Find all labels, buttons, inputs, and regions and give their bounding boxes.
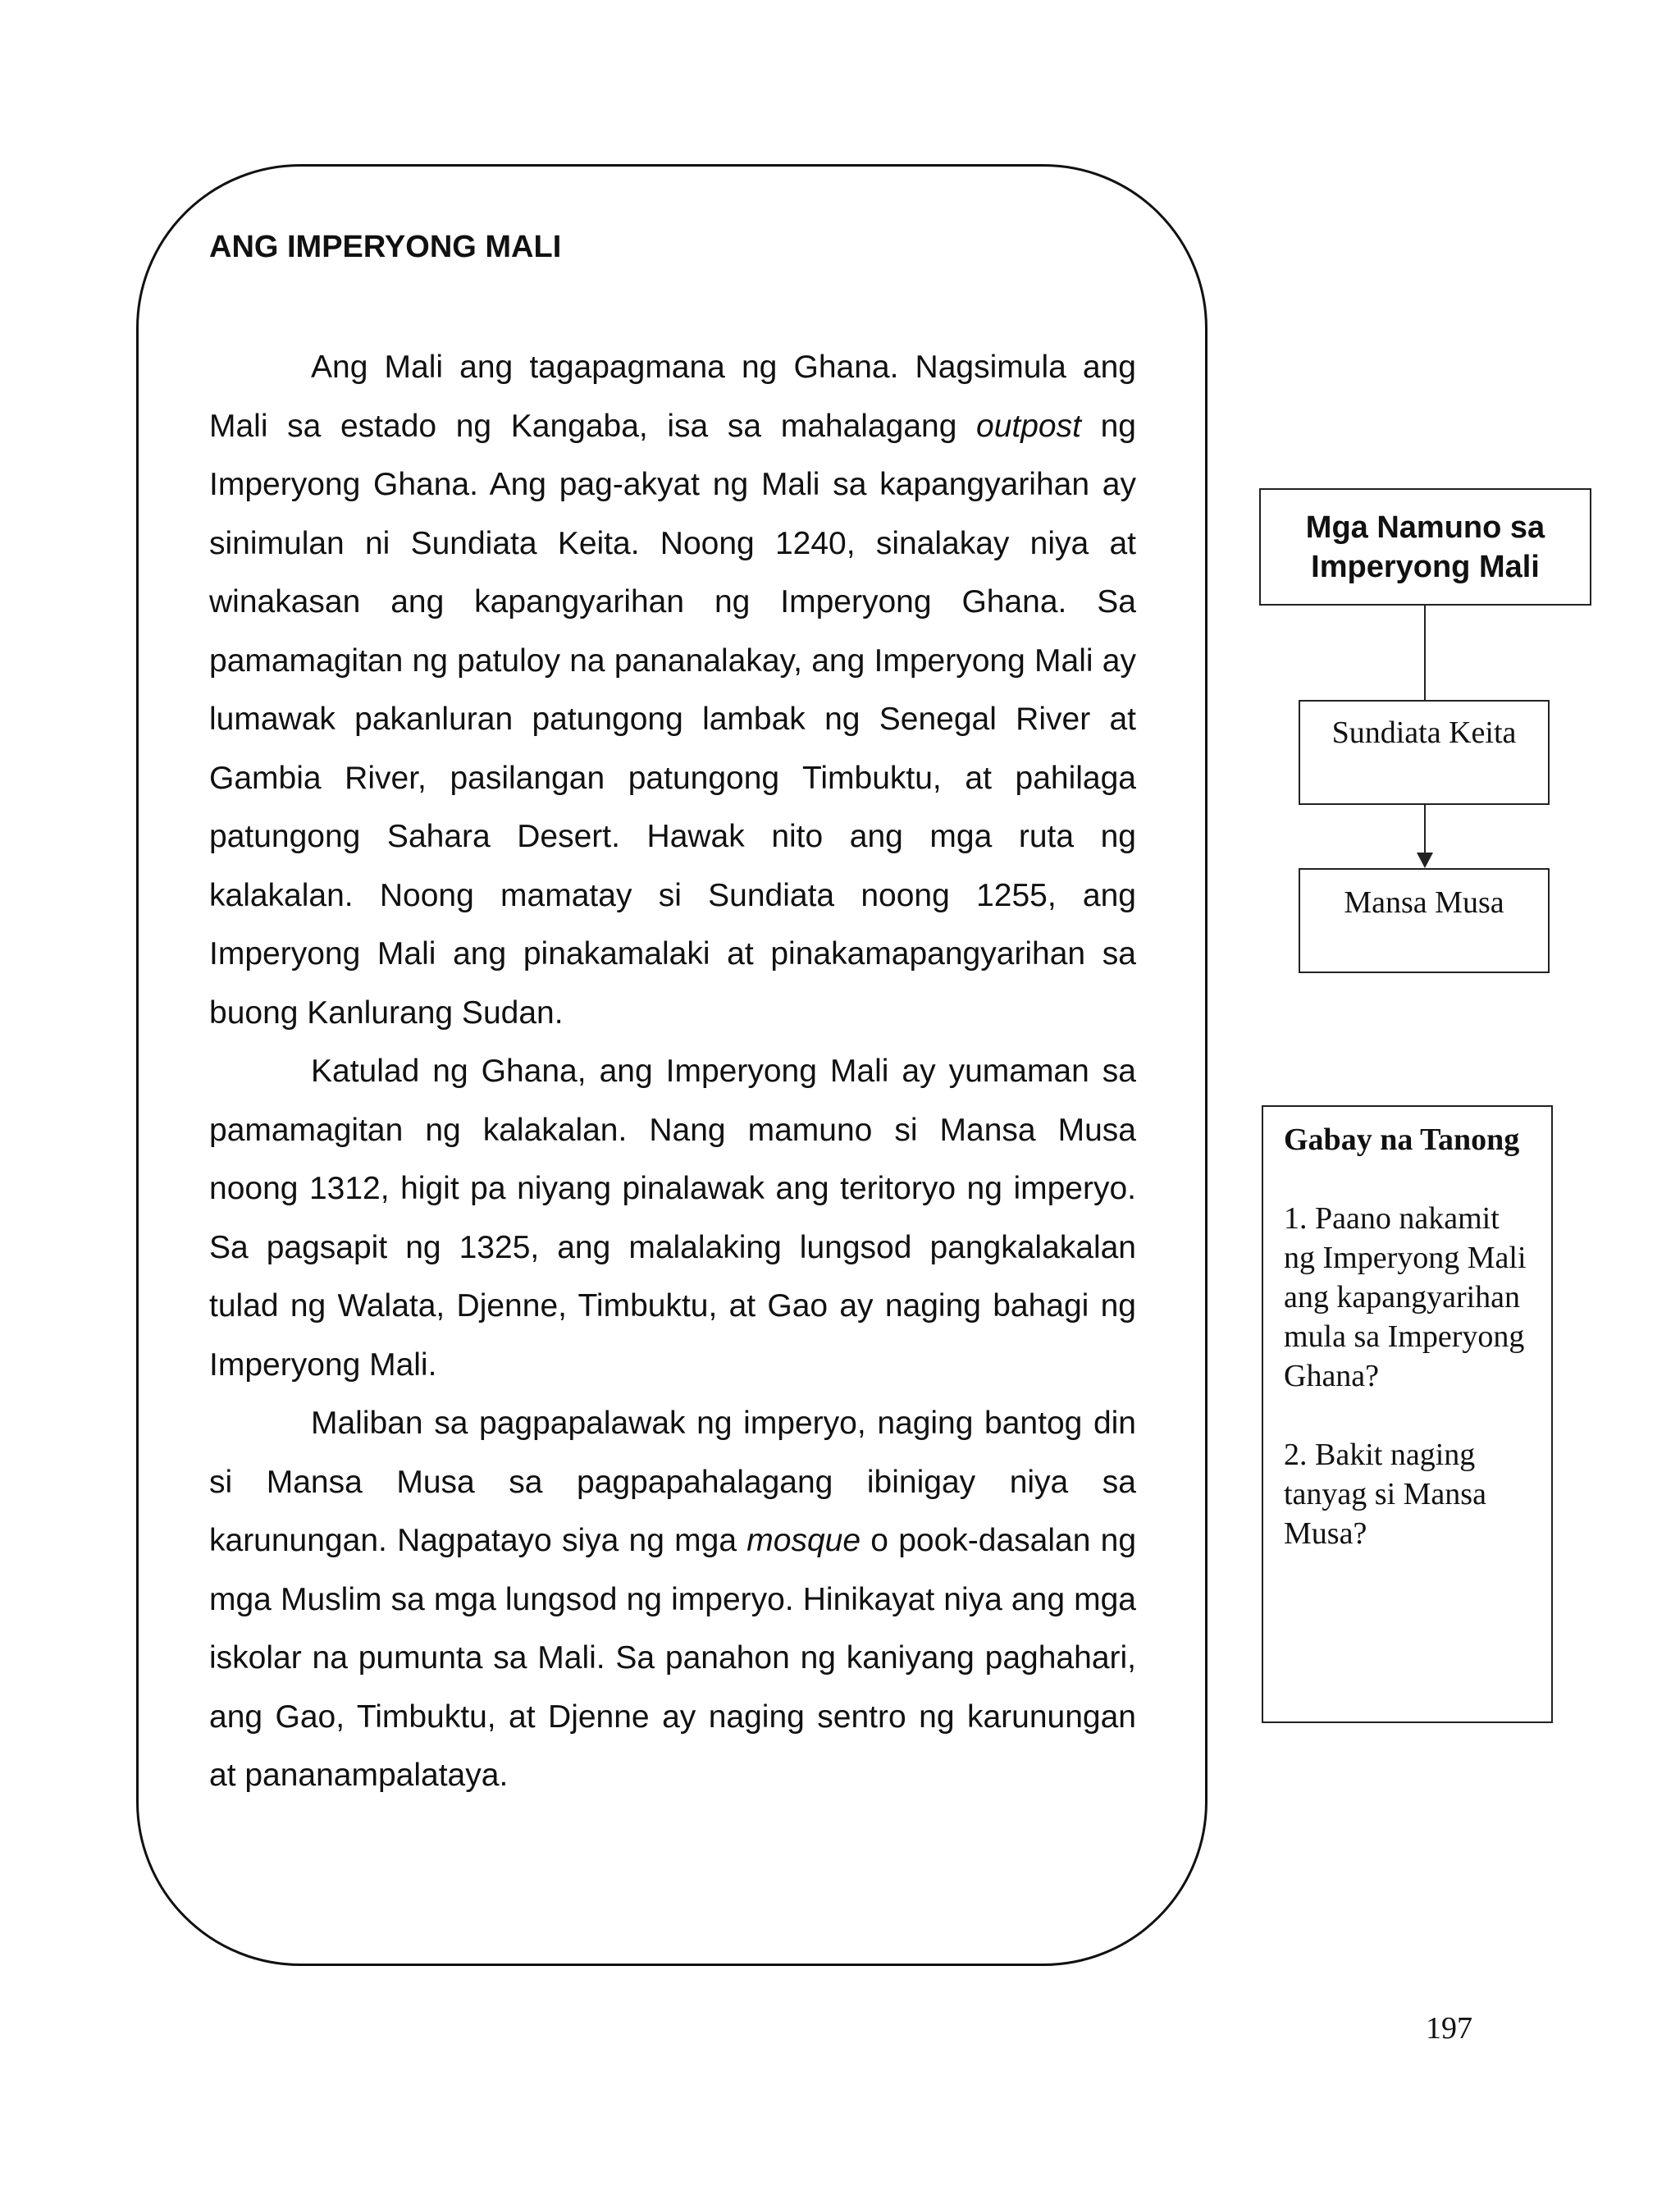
page-number: 197 xyxy=(1426,2011,1472,2046)
article-paragraph xyxy=(209,338,1136,1042)
paragraph-text: Maliban sa pagpapalawak ng imperyo, naging bantog din si Mansa Musa sa pagpapahalagang ibinigay niya sa karunungan. Nagpatayo siya ng mga xyxy=(209,1406,1136,1558)
leader-box-1 xyxy=(1299,700,1550,805)
italic-term: mosque xyxy=(746,1523,861,1558)
leader-box-2 xyxy=(1299,868,1550,973)
leader-name: Mansa Musa xyxy=(1344,885,1504,920)
guide-question-2: 2. Bakit naging tanyag si Mansa Musa? xyxy=(1284,1438,1486,1551)
article-title: ANG IMPERYONG MALI xyxy=(209,230,562,264)
chart-arrow-line xyxy=(1424,805,1426,854)
guide-title: Gabay na Tanong xyxy=(1284,1122,1520,1157)
guide-questions-box xyxy=(1262,1105,1553,1723)
chart-connector-line xyxy=(1424,606,1426,700)
leaders-chart-title: Mga Namuno sa Imperyong Mali xyxy=(1259,488,1591,606)
article-paragraph xyxy=(209,1394,1136,1805)
italic-term: outpost xyxy=(976,408,1081,444)
paragraph-text: ng Imperyong Ghana. Ang pag-akyat ng Mali sa kapangyarihan ay sinimulan ni Sundiata Keita. Noong 1240, sinalakay niya at winakasan ang kapangyarihan ng Imperyong Ghana. Sa pamamagitan ng patuloy na pananalakay, ang Imperyong Mali ay lumawak pakanluran patungong lambak ng Senegal River at Gambia River, pasilangan patungong Timbuktu, at pahilaga patungong Sahara Desert. Hawak nito ang mga ruta ng kalakalan. Noong mamatay si Sundiata noong 1255, ang Imperyong Mali ang pinakamalaki at pinakamapangyarihan sa buong Kanlurang Sudan. xyxy=(209,408,1136,1031)
article-body xyxy=(209,338,1136,1805)
article-paragraph xyxy=(209,1042,1136,1394)
paragraph-text: Katulad ng Ghana, ang Imperyong Mali ay yumaman sa pamamagitan ng kalakalan. Nang mamuno si Mansa Musa noong 1312, higit pa niyang pinalawak ang teritoryo ng imperyo. Sa pagsapit ng 1325, ang malalaking lungsod pangkalakalan tulad ng Walata, Djenne, Timbuktu, at Gao ay naging bahagi ng Imperyong Mali. xyxy=(209,1054,1136,1383)
guide-question-1: 1. Paano nakamit ng Imperyong Mali ang kapangyarihan mula sa Imperyong Ghana? xyxy=(1284,1201,1527,1393)
leader-name: Sundiata Keita xyxy=(1331,716,1517,750)
paragraph-text: Ang Mali ang tagapagmana ng Ghana. Nagsimula ang Mali sa estado ng Kangaba, isa sa mahalagang xyxy=(209,350,1136,444)
paragraph-text: o pook-dasalan ng mga Muslim sa mga lungsod ng imperyo. Hinikayat niya ang mga iskolar na pumunta sa Mali. Sa panahon ng kaniyang paghahari, ang Gao, Timbuktu, at Djenne ay naging sentro ng karunungan at pananampalataya. xyxy=(209,1523,1137,1793)
arrow-down-icon xyxy=(1417,853,1433,868)
